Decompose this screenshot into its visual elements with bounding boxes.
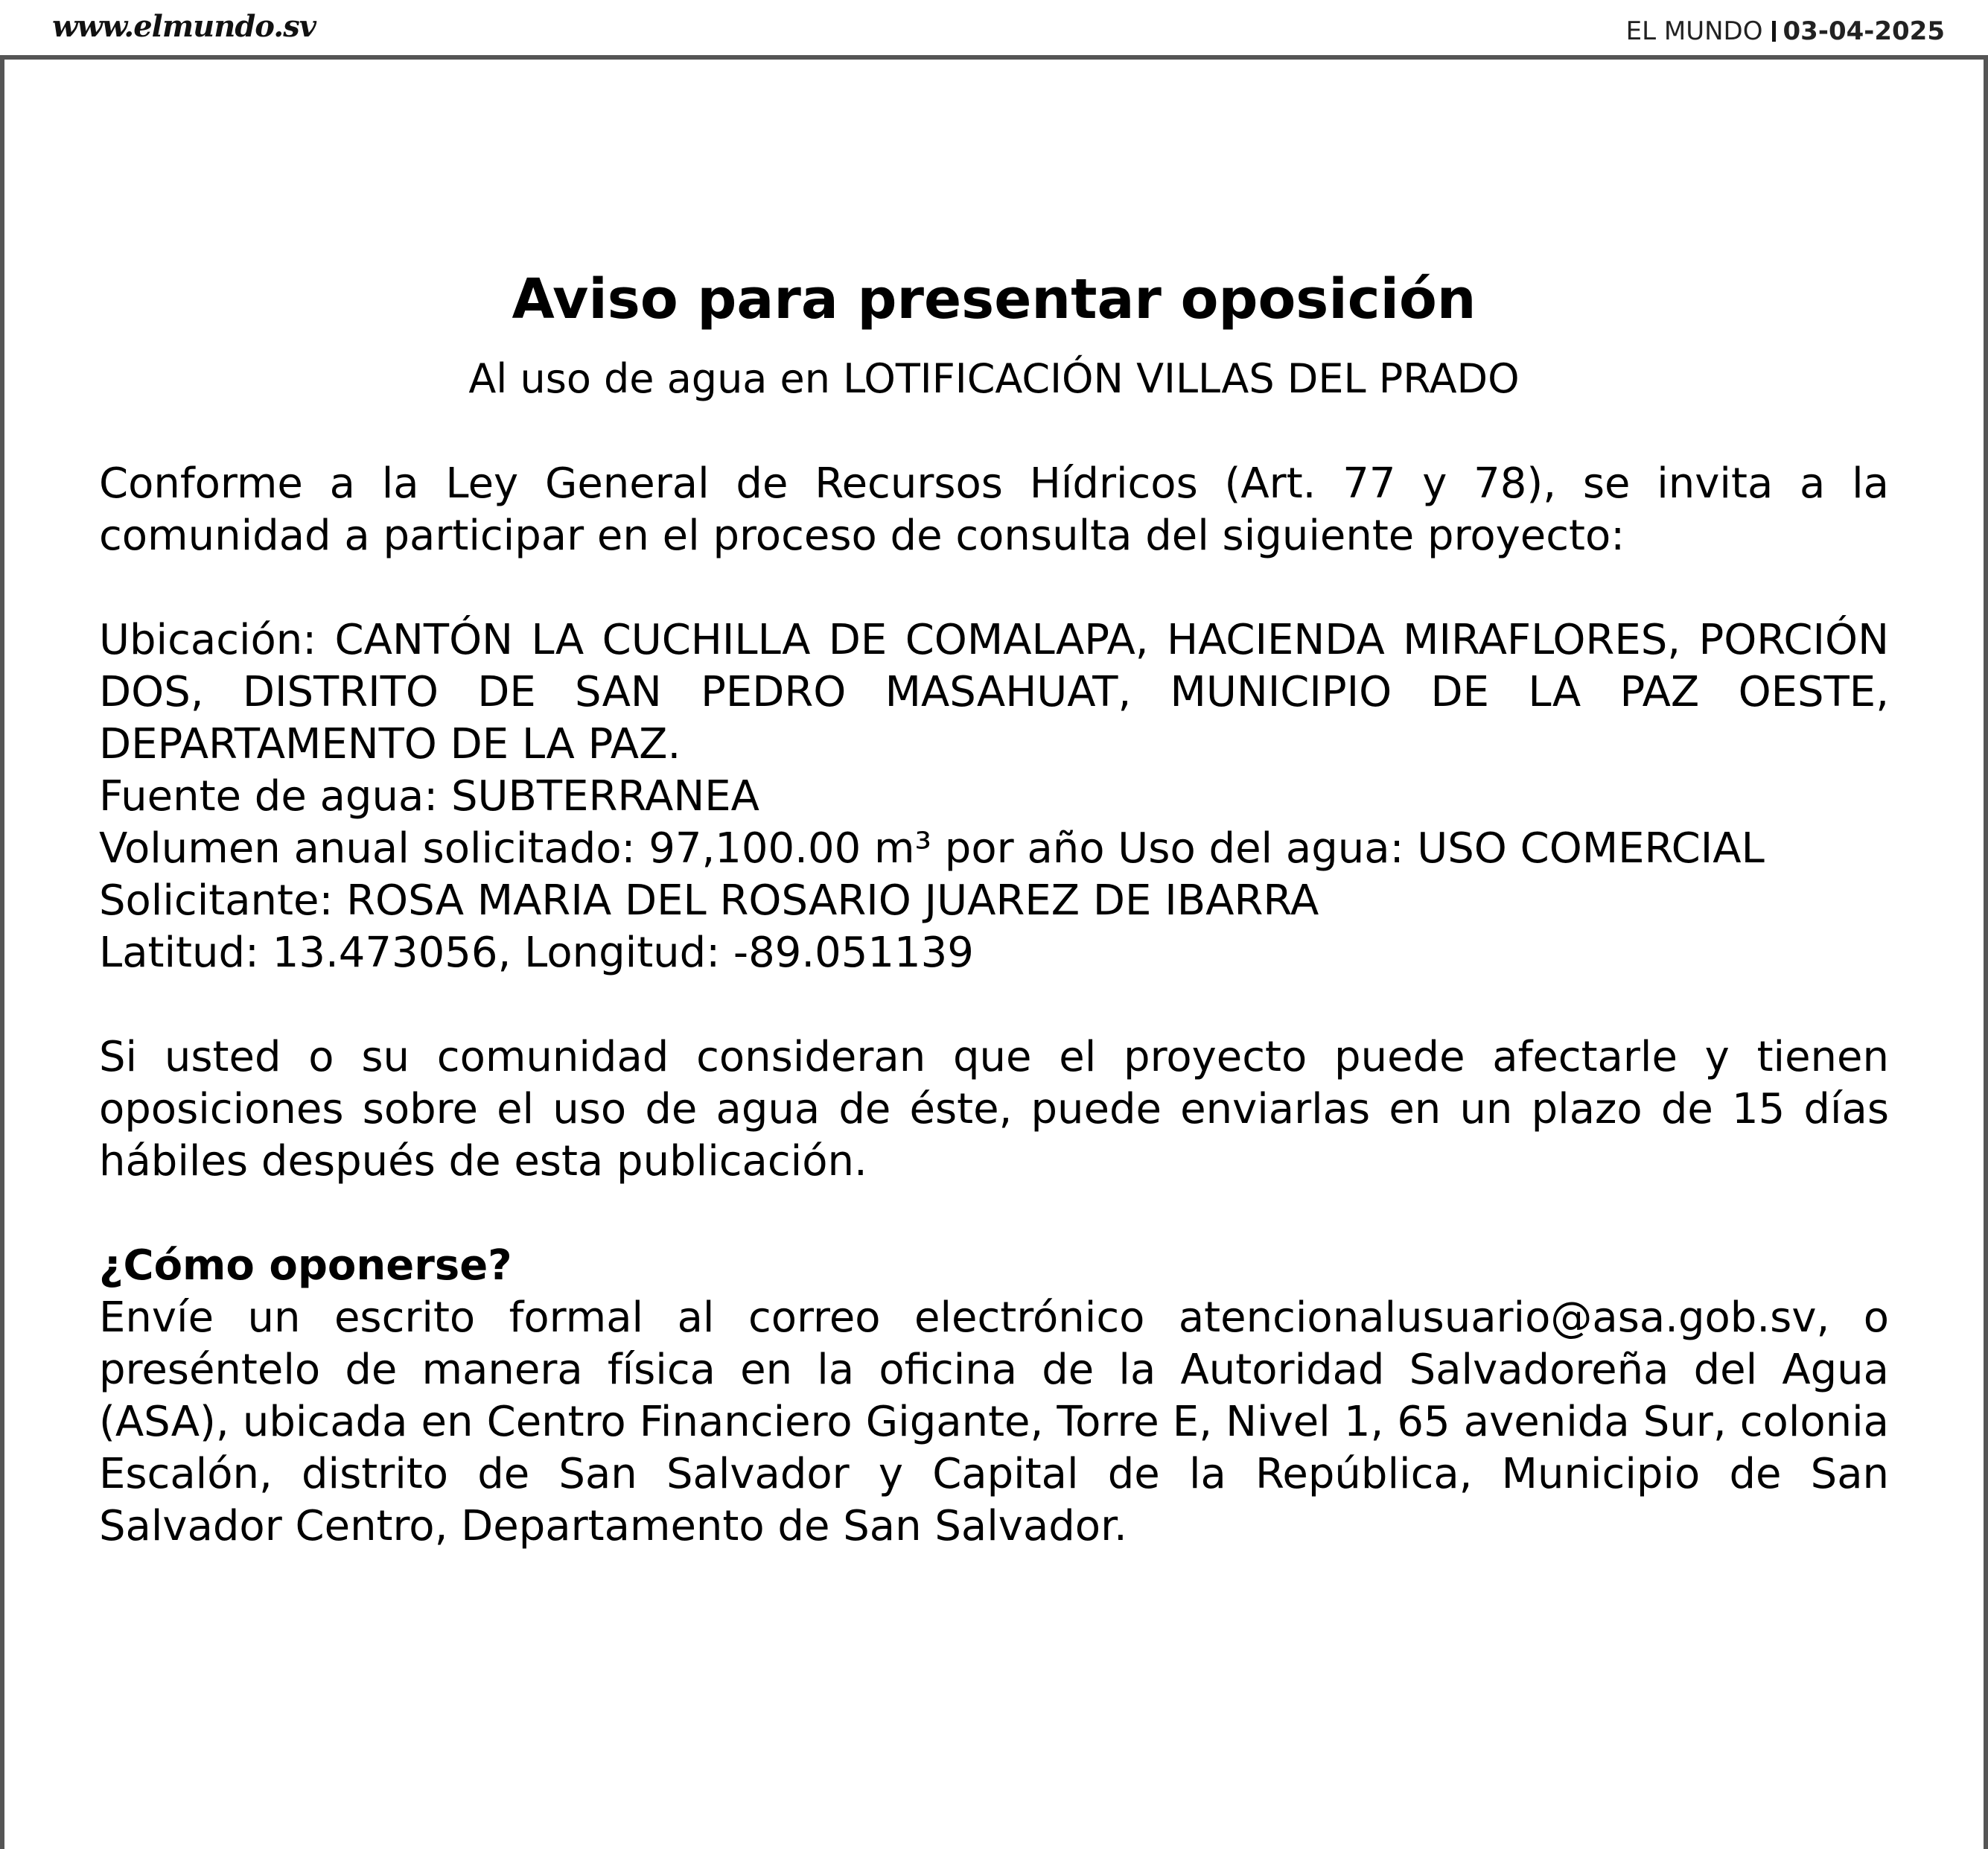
location-paragraph: Ubicación: CANTÓN LA CUCHILLA DE COMALAPA, HACIENDA MIRAFLORES, PORCIÓN DOS, DISTRITO DE SAN PEDRO MASAHUAT, MUNICIPIO DE LA PAZ OESTE, DEPARTAMENTO DE LA PAZ. bbox=[99, 616, 1889, 768]
water-source-line: Fuente de agua: SUBTERRANEA bbox=[99, 772, 759, 821]
intro-paragraph: Conforme a la Ley General de Recursos Hídricos (Art. 77 y 78), se invita a la comunidad a participar en el proceso de consulta del siguiente proyecto: bbox=[99, 459, 1889, 560]
masthead bbox=[0, 0, 1988, 55]
separator-bar bbox=[1772, 21, 1776, 42]
notice-subtitle: Al uso de agua en LOTIFICACIÓN VILLAS DEL PRADO bbox=[468, 355, 1520, 402]
publication-info bbox=[1626, 16, 1945, 46]
publication-date: 03-04-2025 bbox=[1782, 16, 1945, 46]
opposition-period-paragraph: Si usted o su comunidad consideran que el proyecto puede afectarle y tienen oposiciones sobre el uso de agua de éste, puede enviarlas en un plazo de 15 días hábiles después de esta publicación. bbox=[99, 1033, 1889, 1186]
site-url: www.elmundo.sv bbox=[52, 9, 316, 44]
notice-title: Aviso para presentar oposición bbox=[512, 267, 1476, 331]
how-to-paragraph: Envíe un escrito formal al correo electrónico atencionalusuario@asa.gob.sv, o preséntelo de manera física en la oficina de la Autoridad Salvadoreña del Agua (ASA), ubicada en Centro Financiero Gigante, Torre E, Nivel 1, 65 avenida Sur, colonia Escalón, distrito de San Salvador y Capital de la República, Municipio de San Salvador Centro, Departamento de San Salvador. bbox=[99, 1293, 1889, 1550]
applicant-line: Solicitante: ROSA MARIA DEL ROSARIO JUAREZ DE IBARRA bbox=[99, 876, 1319, 925]
volume-use-line: Volumen anual solicitado: 97,100.00 m³ por año Uso del agua: USO COMERCIAL bbox=[99, 824, 1765, 873]
coordinates-line: Latitud: 13.473056, Longitud: -89.051139 bbox=[99, 929, 974, 977]
how-to-heading: ¿Cómo oponerse? bbox=[99, 1241, 512, 1290]
paper-name: EL MUNDO bbox=[1625, 16, 1763, 46]
